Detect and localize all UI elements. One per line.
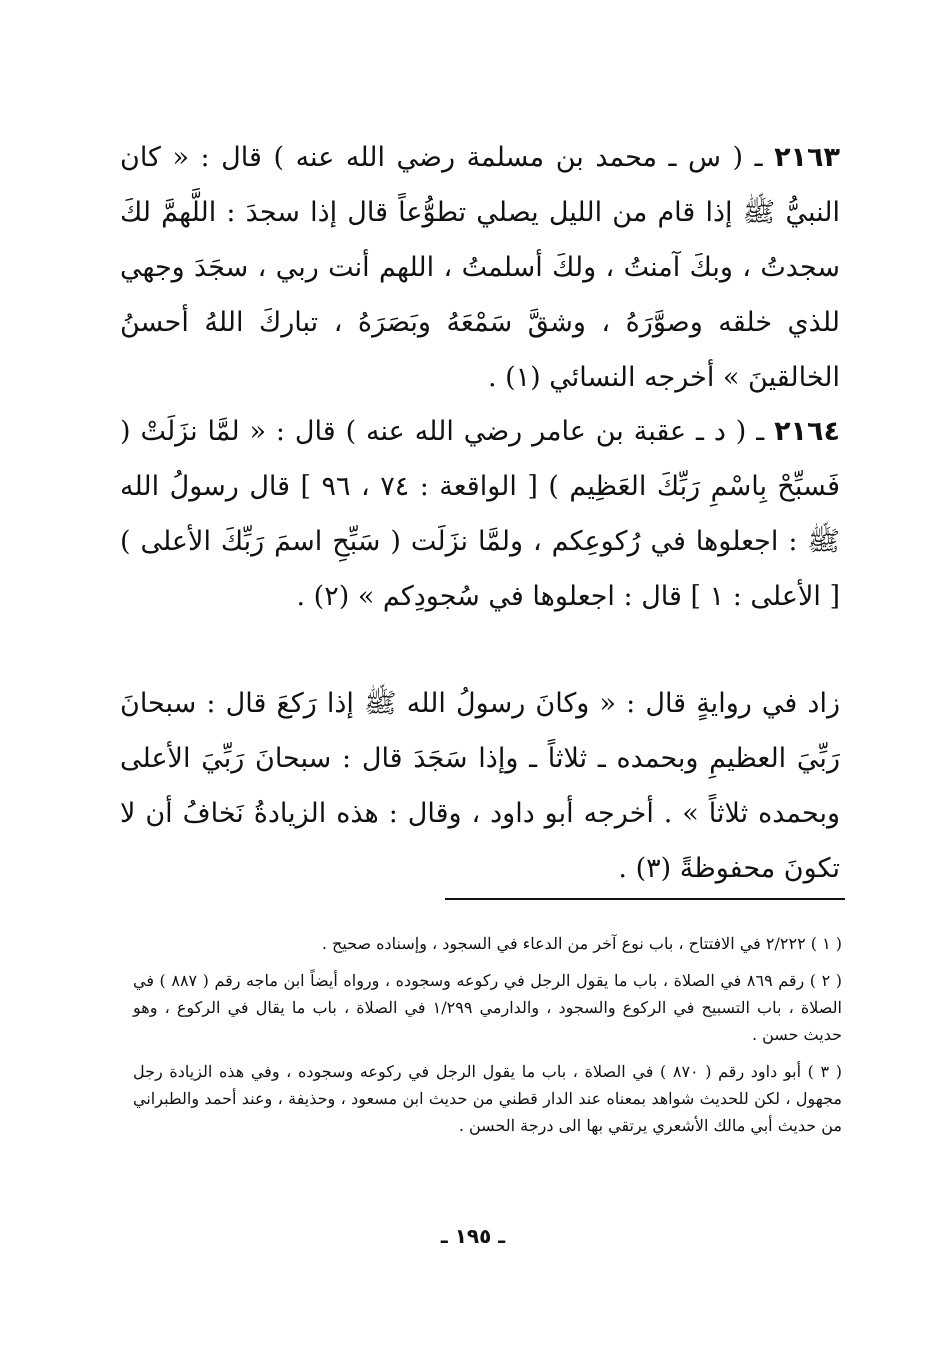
hadith-number: ٢١٦٤ xyxy=(774,416,840,447)
footnote-2: ( ٢ ) رقم ٨٦٩ في الصلاة ، باب ما يقول الرجل في ركوعه وسجوده ، ورواه أيضاً ابن ماجه رقم ( ٨٨٧ ) في الصلاة ، باب التسبيح في الركوع والسجود ، والدارمي ١/٢٩٩ في الصلاة ، باب ما يقال في الركوع ، وهو حديث حسن . xyxy=(133,971,843,1044)
page-number: ـ ١٩٥ ـ xyxy=(440,1224,506,1248)
hadith-text: ـ ( د ـ عقبة بن عامر رضي الله عنه ) قال : « لمَّا نزَلَتْ ( فَسبِّحْ بِاسْمِ رَبِّكَ العَظِيم ) [ الواقعة : ٧٤ ، ٩٦ ] قال رسولُ الله ﷺ : اجعلوها في رُكوعِكم ، ولمَّا نزَلَت ( سَبِّحِ اسمَ رَبِّكَ الأعلى ) [ الأعلى : ١ ] قال : اجعلوها في سُجودِكم » (٢) . xyxy=(120,416,841,612)
hadith-text: زاد في روايةٍ قال : « وكانَ رسولُ الله ﷺ إذا رَكعَ قال : سبحانَ رَبِّيَ العظيمِ وبحمده ـ ثلاثاً ـ وإذا سَجَدَ قال : سبحانَ رَبِّيَ الأعلى وبحمده ثلاثاً » . أخرجه أبو داود ، وقال : هذه الزيادةُ نَخافُ أن لا تكونَ محفوظةً (٣) . xyxy=(120,688,840,884)
hadith-paragraph xyxy=(120,404,840,624)
footnote-separator xyxy=(445,898,845,900)
hadith-text: ـ ( س ـ محمد بن مسلمة رضي الله عنه ) قال : « كان النبيُّ ﷺ إذا قام من الليل يصلي تطوُّعاً قال إذا سجدَ : اللَّهمَّ لكَ سجدتُ ، وبكَ آمنتُ ، ولكَ أسلمتُ ، اللهم أنت ربي ، سجَدَ وجهي للذي خلقه وصوَّرَهُ ، وشقَّ سَمْعَهُ وبَصَرَهُ ، تباركَ اللهُ أحسنُ الخالقينَ » أخرجه النسائي (١) . xyxy=(120,142,840,393)
hadith-paragraph xyxy=(120,130,840,405)
hadith-additional-paragraph xyxy=(120,676,840,896)
hadith-number: ٢١٦٣ xyxy=(774,142,840,173)
footnote-3: ( ٣ ) أبو داود رقم ( ٨٧٠ ) في الصلاة ، باب ما يقول الرجل في ركوعه وسجوده ، وفي هذه الزيادة رجل مجهول ، لكن للحديث شواهد بمعناه عند الدار قطني من حديث ابن مسعود ، وحذيفة ، وعند أحمد والطبراني من حديث أبي مالك الأشعري يرتقي بها الى درجة الحسن . xyxy=(133,1062,843,1135)
footnote-1: ( ١ ) ٢/٢٢٢ في الافتتاح ، باب نوع آخر من الدعاء في السجود ، وإسناده صحيح . xyxy=(321,934,842,953)
footnotes xyxy=(133,930,842,1149)
